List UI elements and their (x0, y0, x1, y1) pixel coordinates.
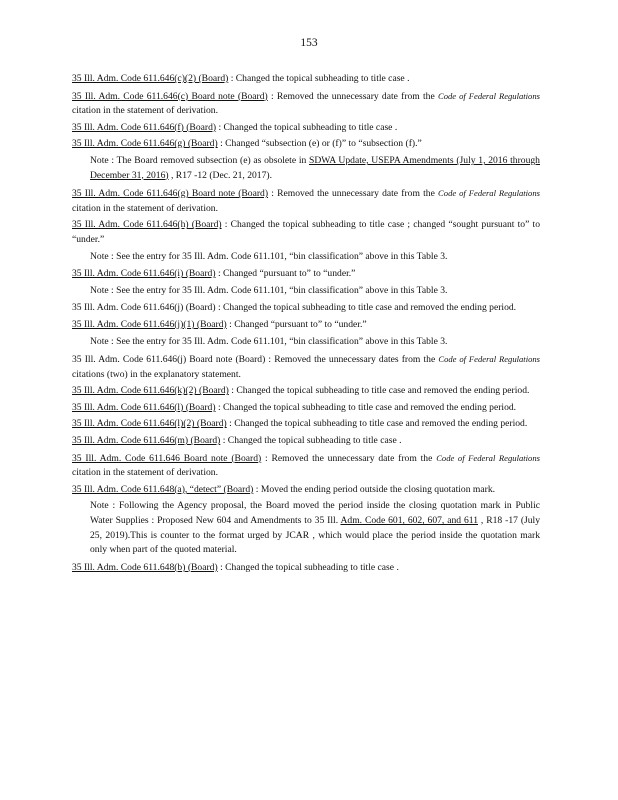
entry-reference: 35 Ill. Adm. Code 611.646(j)(1) (Board) (72, 318, 227, 330)
entry-text-continued: citation in the statement of derivation. (72, 202, 218, 214)
note-text-continued: , R18 -17 (July 25, 2019).This is counter to the format urged by JCAR , which would place the period inside the quotation mark only when part of the quoted material. (90, 515, 541, 556)
entry-646m (72, 434, 540, 449)
entry-646l (72, 401, 540, 416)
entry-text-continued: citation in the statement of derivation. (72, 105, 218, 117)
entry-text: : Changed the topical subheading to title case . (222, 435, 402, 447)
note-646g (90, 154, 540, 183)
entry-text: : Removed the unnecessary date from the (270, 90, 435, 102)
entry-italic-citation: Code of Federal Regulations (436, 452, 540, 463)
note-646i: Note : See the entry for 35 Ill. Adm. Code 611.101, “bin classification” above in this Table 3. (90, 284, 448, 296)
entry-text: : Changed the topical subheading to title case . (220, 561, 399, 573)
entry-text: : Changed the topical subheading to title case and removed the ending period. (229, 418, 528, 430)
entry-reference: 35 Ill. Adm. Code 611.646(m) (Board) (72, 435, 221, 447)
entry-reference: 35 Ill. Adm. Code 611.646 Board note (Board) (72, 452, 262, 464)
page-number: 153 (300, 37, 318, 49)
entry-646f (72, 121, 540, 136)
note-text: Note : The Board removed subsection (e) as obsolete in (90, 154, 310, 166)
change-table (72, 72, 540, 577)
entry-text-continued: citations (two) in the explanatory statement. (72, 368, 241, 380)
entry-reference: 35 Ill. Adm. Code 611.646(k)(2) (Board) (72, 385, 229, 397)
entry-646-note (72, 451, 540, 481)
entry-text: : Changed the topical subheading to title case ; changed “sought pursuant to” to “under.” (72, 219, 540, 245)
entry-reference: 35 Ill. Adm. Code 611.646(j) (Board) (72, 302, 216, 314)
entry-italic-citation: Code of Federal Regulations (438, 188, 540, 199)
entry-reference: 35 Ill. Adm. Code 611.648(b) (Board) (72, 561, 218, 573)
entry-reference: 35 Ill. Adm. Code 611.646(g) Board note (Board) (72, 188, 269, 200)
entry-text: : Changed the topical subheading to title case . (230, 73, 410, 84)
entry-646h (72, 218, 540, 247)
entry-reference: 35 Ill. Adm. Code 611.646(j) Board note (Board) (72, 354, 266, 366)
entry-text: : Moved the ending period outside the closing quotation mark. (255, 483, 496, 495)
entry-646k2 (72, 384, 540, 399)
note-code-reference: Adm. Code 601, 602, 607, and 611 (340, 515, 479, 527)
note-text: Note : Following the Agency proposal, the Board moved the period inside the closing quotation mark in Public Water Supplies : Proposed New 604 and Amendments to 35 Ill. (90, 500, 540, 527)
entry-646j-note (72, 352, 540, 382)
entry-646j (72, 301, 540, 316)
note-646j1: Note : See the entry for 35 Ill. Adm. Code 611.101, “bin classification” above in this Table 3. (90, 335, 448, 347)
entry-646i (72, 267, 540, 282)
entry-text: : Changed the topical subheading to title case and removed the ending period. (231, 385, 530, 397)
entry-reference: 35 Ill. Adm. Code 611.648(a), “detect” (Board) (72, 483, 254, 495)
entry-646c2 (72, 72, 540, 87)
entry-text-continued: citation in the statement of derivation. (72, 467, 218, 479)
entry-text: : Removed the unnecessary dates from the (268, 354, 436, 366)
entry-reference: 35 Ill. Adm. Code 611.646(l) (Board) (72, 401, 216, 413)
entry-italic-citation: Code of Federal Regulations (437, 90, 540, 101)
note-646h: Note : See the entry for 35 Ill. Adm. Code 611.101, “bin classification” above in this Table 3. (90, 250, 448, 262)
entry-text: : Removed the unnecessary date from the (271, 188, 435, 200)
entry-italic-citation: Code of Federal Regulations (438, 354, 541, 365)
entry-648b (72, 561, 540, 576)
entry-text: : Changed the topical subheading to title case . (218, 121, 398, 133)
entry-reference: 35 Ill. Adm. Code 611.646(f) (Board) (72, 121, 217, 133)
note-rulemaking-reference: SDWA Update, USEPA Amendments (July 1, 2016 through December 31, 2016) (90, 154, 540, 181)
entry-text: : Removed the unnecessary date from the (265, 452, 433, 464)
entry-reference: 35 Ill. Adm. Code 611.646(g) (Board) (72, 138, 218, 150)
entry-646l2 (72, 417, 540, 432)
entry-text: : Changed the topical subheading to title case and removed the ending period. (217, 401, 517, 413)
entry-646c-note (72, 89, 540, 119)
entry-reference: 35 Ill. Adm. Code 611.646(c)(2) (Board) (72, 73, 229, 84)
entry-text: : Changed “subsection (e) or (f)” to “subsection (f).” (220, 138, 422, 150)
entry-reference: 35 Ill. Adm. Code 611.646(l)(2) (Board) (72, 418, 227, 430)
entry-text: : Changed “pursuant to” to “under.” (217, 268, 356, 280)
entry-text: : Changed the topical subheading to title case and removed the ending period. (217, 302, 517, 314)
note-text-continued: , R17 -12 (Dec. 21, 2017). (168, 169, 272, 181)
entry-text: : Changed “pursuant to” to “under.” (229, 318, 367, 330)
entry-648a (72, 483, 540, 498)
entry-reference: 35 Ill. Adm. Code 611.646(c) Board note (Board) (72, 90, 268, 102)
note-648a (90, 499, 540, 557)
entry-reference: 35 Ill. Adm. Code 611.646(i) (Board) (72, 268, 216, 280)
entry-646g-note (72, 186, 540, 216)
entry-646g (72, 137, 540, 152)
entry-reference: 35 Ill. Adm. Code 611.646(h) (Board) (72, 219, 222, 231)
entry-646j1 (72, 318, 540, 333)
